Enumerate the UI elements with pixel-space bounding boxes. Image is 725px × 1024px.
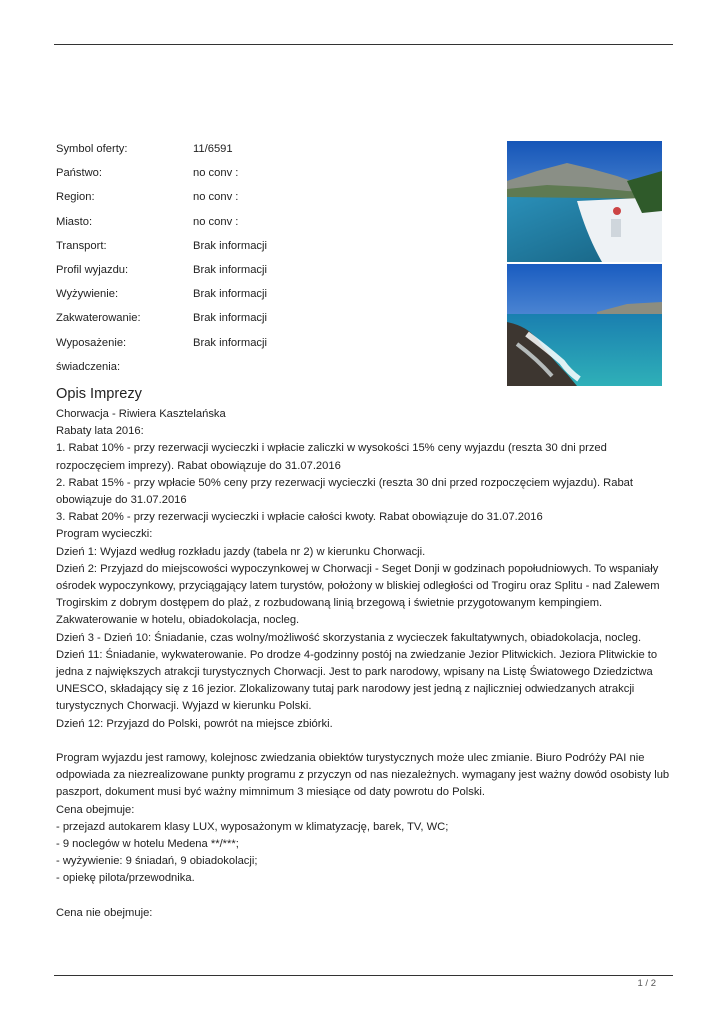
spec-row [56,190,496,214]
spec-value: 11/6591 [193,143,233,155]
paragraph: Dzień 11: Śniadanie, wykwaterowanie. Po drodze 4-godzinny postój na zwiedzanie Jezior Plitwickich. Jeziora Plitwickie to jedna z największych atrakcji turystycznych Chorwacji. Jest to park narodowy, wpisany na Listę Światowego Dziedzictwa UNESCO, składający się z 16 jezior. Zlokalizowany tutaj park narodowy jest jedną z najliczniej odwiedzanych atrakcji turystycznych Chorwacji. Wyjazd w kierunku Polski. [56,648,658,713]
paragraph: - opiekę pilota/przewodnika. [56,872,195,885]
spec-label: Profil wyjazdu: [56,263,129,276]
paragraph: - 9 noclegów w hotelu Medena **/***; [56,838,239,851]
paragraph: - wyżywienie: 9 śniadań, 9 obiadokolacji; [56,855,258,868]
spec-value: no conv : [193,215,239,228]
spec-row [56,360,496,384]
paragraph: Dzień 12: Przyjazd do Polski, powrót na miejsce zbiórki. [56,717,333,730]
spec-label: świadczenia: [56,360,121,373]
paragraph: Program wyjazdu jest ramowy, kolejnosc zwiedzania obiektów turystycznych może ulec zmianie. Biuro Podróży PAI nie odpowiada za niezrealizowane punkty programu z przyczyn od nas niezależnych. wymagany jest ważny dowód osobisty lub paszport, dokument musi być ważny mimnimum 3 miesiące od daty powrotu do Polski. [56,752,670,799]
paragraph: Dzień 1: Wyjazd według rozkładu jazdy (tabela nr 2) w kierunku Chorwacji. [56,545,426,558]
coast-photo [507,264,662,386]
section-heading: Opis Imprezy [56,386,142,402]
spec-label: Wyposażenie: [56,336,127,349]
offer-details [56,142,496,384]
paragraph: 2. Rabat 15% - przy wpłacie 50% ceny przy rezerwacji wycieczki (reszta 30 dni przed rozpoczęciem wyjazdu). Rabat obowiązuje do 31.07.2016 [56,476,634,507]
spec-row [56,336,496,360]
spec-label: Państwo: [56,167,103,180]
spec-row [56,311,496,335]
beach-photo [507,141,662,262]
spec-label: Zakwaterowanie: [56,312,141,325]
spec-value: no conv : [193,191,239,204]
spec-label: Region: [56,191,95,204]
spec-value: Brak informacji [193,288,267,301]
spec-row [56,263,496,287]
header-rule [54,44,673,45]
spec-label: Miasto: [56,215,93,228]
paragraph: Chorwacja - Riwiera Kasztelańska [56,408,226,420]
page-number: 1 / 2 [637,978,656,989]
spec-value: Brak informacji [193,239,267,252]
paragraph: Dzień 2: Przyjazd do miejscowości wypoczynkowej w Chorwacji - Seget Donji w godzinach popołudniowych. To wspaniały ośrodek wypoczynkowy, przyciągający latem turystów, położony w bliskiej odległości od Trogiru oraz Splitu - nad Zalewem Trogirskim z dobrym dostępem do plaż, z rozbudowaną linią brzegową i świetnie przygotowanym kempingiem. Zakwaterowanie w hotelu, obiadokolacja, nocleg. [56,562,660,627]
spec-row [56,142,496,166]
paragraph: Rabaty lata 2016: [56,425,144,438]
spec-row [56,239,496,263]
footer-rule [54,975,673,976]
paragraph: - przejazd autokarem klasy LUX, wyposażonym w klimatyzację, barek, TV, WC; [56,820,449,833]
paragraph: 1. Rabat 10% - przy rezerwacji wycieczki i wpłacie zaliczki w wysokości 15% ceny wyjazdu (reszta 30 dni przed rozpoczęciem imprezy). Rabat obowiązuje do 31.07.2016 [56,442,607,472]
spec-row [56,287,496,311]
spec-row [56,215,496,239]
spec-label: Symbol oferty: [56,143,128,155]
paragraph: 3. Rabat 20% - przy rezerwacji wycieczki i wpłacie całości kwoty. Rabat obowiązuje do 31.07.2016 [56,511,543,524]
paragraph: Dzień 3 - Dzień 10: Śniadanie, czas wolny/możliwość skorzystania z wycieczek fakultatywnych, obiadokolacja, nocleg. [56,631,642,644]
paragraph: Program wycieczki: [56,528,153,541]
spec-value: Brak informacji [193,336,267,349]
spec-value: Brak informacji [193,312,267,325]
spacer [56,733,676,750]
spec-label: Transport: [56,239,107,252]
spec-value: Brak informacji [193,263,267,276]
spacer [56,888,676,905]
paragraph: Cena obejmuje: [56,803,135,816]
spec-value: no conv : [193,167,239,180]
spec-label: Wyżywienie: [56,288,119,301]
paragraph: Cena nie obejmuje: [56,906,153,919]
spec-row [56,166,496,190]
description-body [56,406,676,922]
